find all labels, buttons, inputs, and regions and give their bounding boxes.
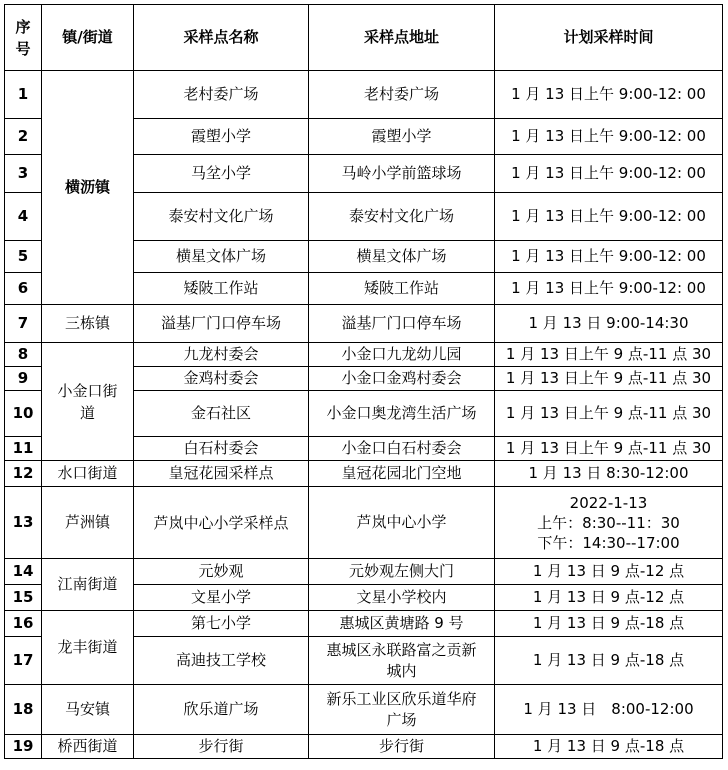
site-name: 第七小学 (134, 611, 309, 637)
row-number: 14 (5, 559, 42, 585)
row-number: 10 (5, 391, 42, 437)
row-number: 16 (5, 611, 42, 637)
sample-time: 1 月 13 日 9 点-12 点 (495, 585, 723, 611)
town-cell: 芦洲镇 (42, 487, 134, 559)
header-no: 序号 (5, 5, 42, 71)
sample-time: 1 月 13 日上午 9:00-12: 00 (495, 155, 723, 193)
sample-time (495, 487, 723, 559)
sample-time: 1 月 13 日 9:00-14:30 (495, 305, 723, 343)
sample-morning-line: 上午：8:30--11：30 (537, 513, 680, 532)
site-name: 欣乐道广场 (134, 685, 309, 735)
row-number: 5 (5, 241, 42, 273)
row-number: 18 (5, 685, 42, 735)
header-plan-time: 计划采样时间 (495, 5, 723, 71)
site-name: 霞塱小学 (134, 119, 309, 155)
row-number: 12 (5, 461, 42, 487)
row-number: 3 (5, 155, 42, 193)
site-name: 金石社区 (134, 391, 309, 437)
sample-afternoon-line: 下午：14:30--17:00 (537, 533, 680, 552)
site-name: 芦岚中心小学采样点 (134, 487, 309, 559)
site-address: 小金口金鸡村委会 (309, 367, 495, 391)
sample-time: 1 月 13 日上午 9 点-11 点 30 (495, 367, 723, 391)
row-number: 15 (5, 585, 42, 611)
site-address: 矮陂工作站 (309, 273, 495, 305)
row-number: 9 (5, 367, 42, 391)
town-cell: 水口街道 (42, 461, 134, 487)
site-name: 高迪技工学校 (134, 637, 309, 685)
table-row (5, 487, 723, 559)
row-number: 19 (5, 735, 42, 759)
site-name: 九龙村委会 (134, 343, 309, 367)
site-address: 步行街 (309, 735, 495, 759)
header-site-name: 采样点名称 (134, 5, 309, 71)
row-number: 2 (5, 119, 42, 155)
table-row (5, 735, 723, 759)
site-name: 老村委广场 (134, 71, 309, 119)
site-address: 溢基厂门口停车场 (309, 305, 495, 343)
sample-time: 1 月 13 日 8:30-12:00 (495, 461, 723, 487)
site-name: 溢基厂门口停车场 (134, 305, 309, 343)
site-address: 小金口奥龙湾生活广场 (309, 391, 495, 437)
sample-time: 1 月 13 日 9 点-18 点 (495, 735, 723, 759)
town-cell: 三栋镇 (42, 305, 134, 343)
row-number: 1 (5, 71, 42, 119)
town-cell: 江南街道 (42, 559, 134, 611)
site-address: 霞塱小学 (309, 119, 495, 155)
table-row (5, 461, 723, 487)
row-number: 6 (5, 273, 42, 305)
site-name: 元妙观 (134, 559, 309, 585)
site-address: 横星文体广场 (309, 241, 495, 273)
sample-time: 1 月 13 日 9 点-18 点 (495, 611, 723, 637)
site-address: 小金口白石村委会 (309, 437, 495, 461)
table-row (5, 305, 723, 343)
sample-time: 1 月 13 日上午 9:00-12: 00 (495, 241, 723, 273)
site-address: 皇冠花园北门空地 (309, 461, 495, 487)
town-cell: 马安镇 (42, 685, 134, 735)
header-town: 镇/街道 (42, 5, 134, 71)
site-name: 白石村委会 (134, 437, 309, 461)
table-row (5, 343, 723, 367)
sample-time: 1 月 13 日上午 9 点-11 点 30 (495, 391, 723, 437)
header-site-address: 采样点地址 (309, 5, 495, 71)
sample-time: 1 月 13 日上午 9:00-12: 00 (495, 193, 723, 241)
site-name: 马坌小学 (134, 155, 309, 193)
site-address: 小金口九龙幼儿园 (309, 343, 495, 367)
sample-date-line: 2022-1-13 (569, 493, 648, 512)
town-cell: 龙丰街道 (42, 611, 134, 685)
sample-time: 1 月 13 日上午 9:00-12: 00 (495, 119, 723, 155)
site-address: 老村委广场 (309, 71, 495, 119)
header-row (5, 5, 723, 71)
sample-time: 1 月 13 日上午 9 点-11 点 30 (495, 343, 723, 367)
sampling-schedule-table (4, 4, 723, 759)
sample-time: 1 月 13 日上午 9 点-11 点 30 (495, 437, 723, 461)
site-name: 矮陂工作站 (134, 273, 309, 305)
site-address: 惠城区永联路富之贡新城内 (309, 637, 495, 685)
site-name: 皇冠花园采样点 (134, 461, 309, 487)
site-address: 元妙观左侧大门 (309, 559, 495, 585)
sample-time: 1 月 13 日上午 9:00-12: 00 (495, 273, 723, 305)
table-row (5, 71, 723, 119)
table-row (5, 685, 723, 735)
row-number: 8 (5, 343, 42, 367)
row-number: 7 (5, 305, 42, 343)
site-address: 马岭小学前篮球场 (309, 155, 495, 193)
site-name: 泰安村文化广场 (134, 193, 309, 241)
town-cell: 桥西街道 (42, 735, 134, 759)
site-name: 步行街 (134, 735, 309, 759)
site-address: 泰安村文化广场 (309, 193, 495, 241)
site-name: 金鸡村委会 (134, 367, 309, 391)
town-cell: 横沥镇 (42, 71, 134, 305)
sample-time: 1 月 13 日 9 点-18 点 (495, 637, 723, 685)
row-number: 13 (5, 487, 42, 559)
sample-time: 1 月 13 日上午 9:00-12: 00 (495, 71, 723, 119)
table-row (5, 611, 723, 637)
site-name: 横星文体广场 (134, 241, 309, 273)
row-number: 11 (5, 437, 42, 461)
sample-time: 1 月 13 日 9 点-12 点 (495, 559, 723, 585)
town-cell: 小金口街道 (42, 343, 134, 461)
row-number: 4 (5, 193, 42, 241)
site-name: 文星小学 (134, 585, 309, 611)
site-address: 惠城区黄塘路 9 号 (309, 611, 495, 637)
row-number: 17 (5, 637, 42, 685)
site-address: 文星小学校内 (309, 585, 495, 611)
site-address: 芦岚中心小学 (309, 487, 495, 559)
sample-time: 1 月 13 日 8:00-12:00 (495, 685, 723, 735)
site-address: 新乐工业区欣乐道华府广场 (309, 685, 495, 735)
table-row (5, 559, 723, 585)
